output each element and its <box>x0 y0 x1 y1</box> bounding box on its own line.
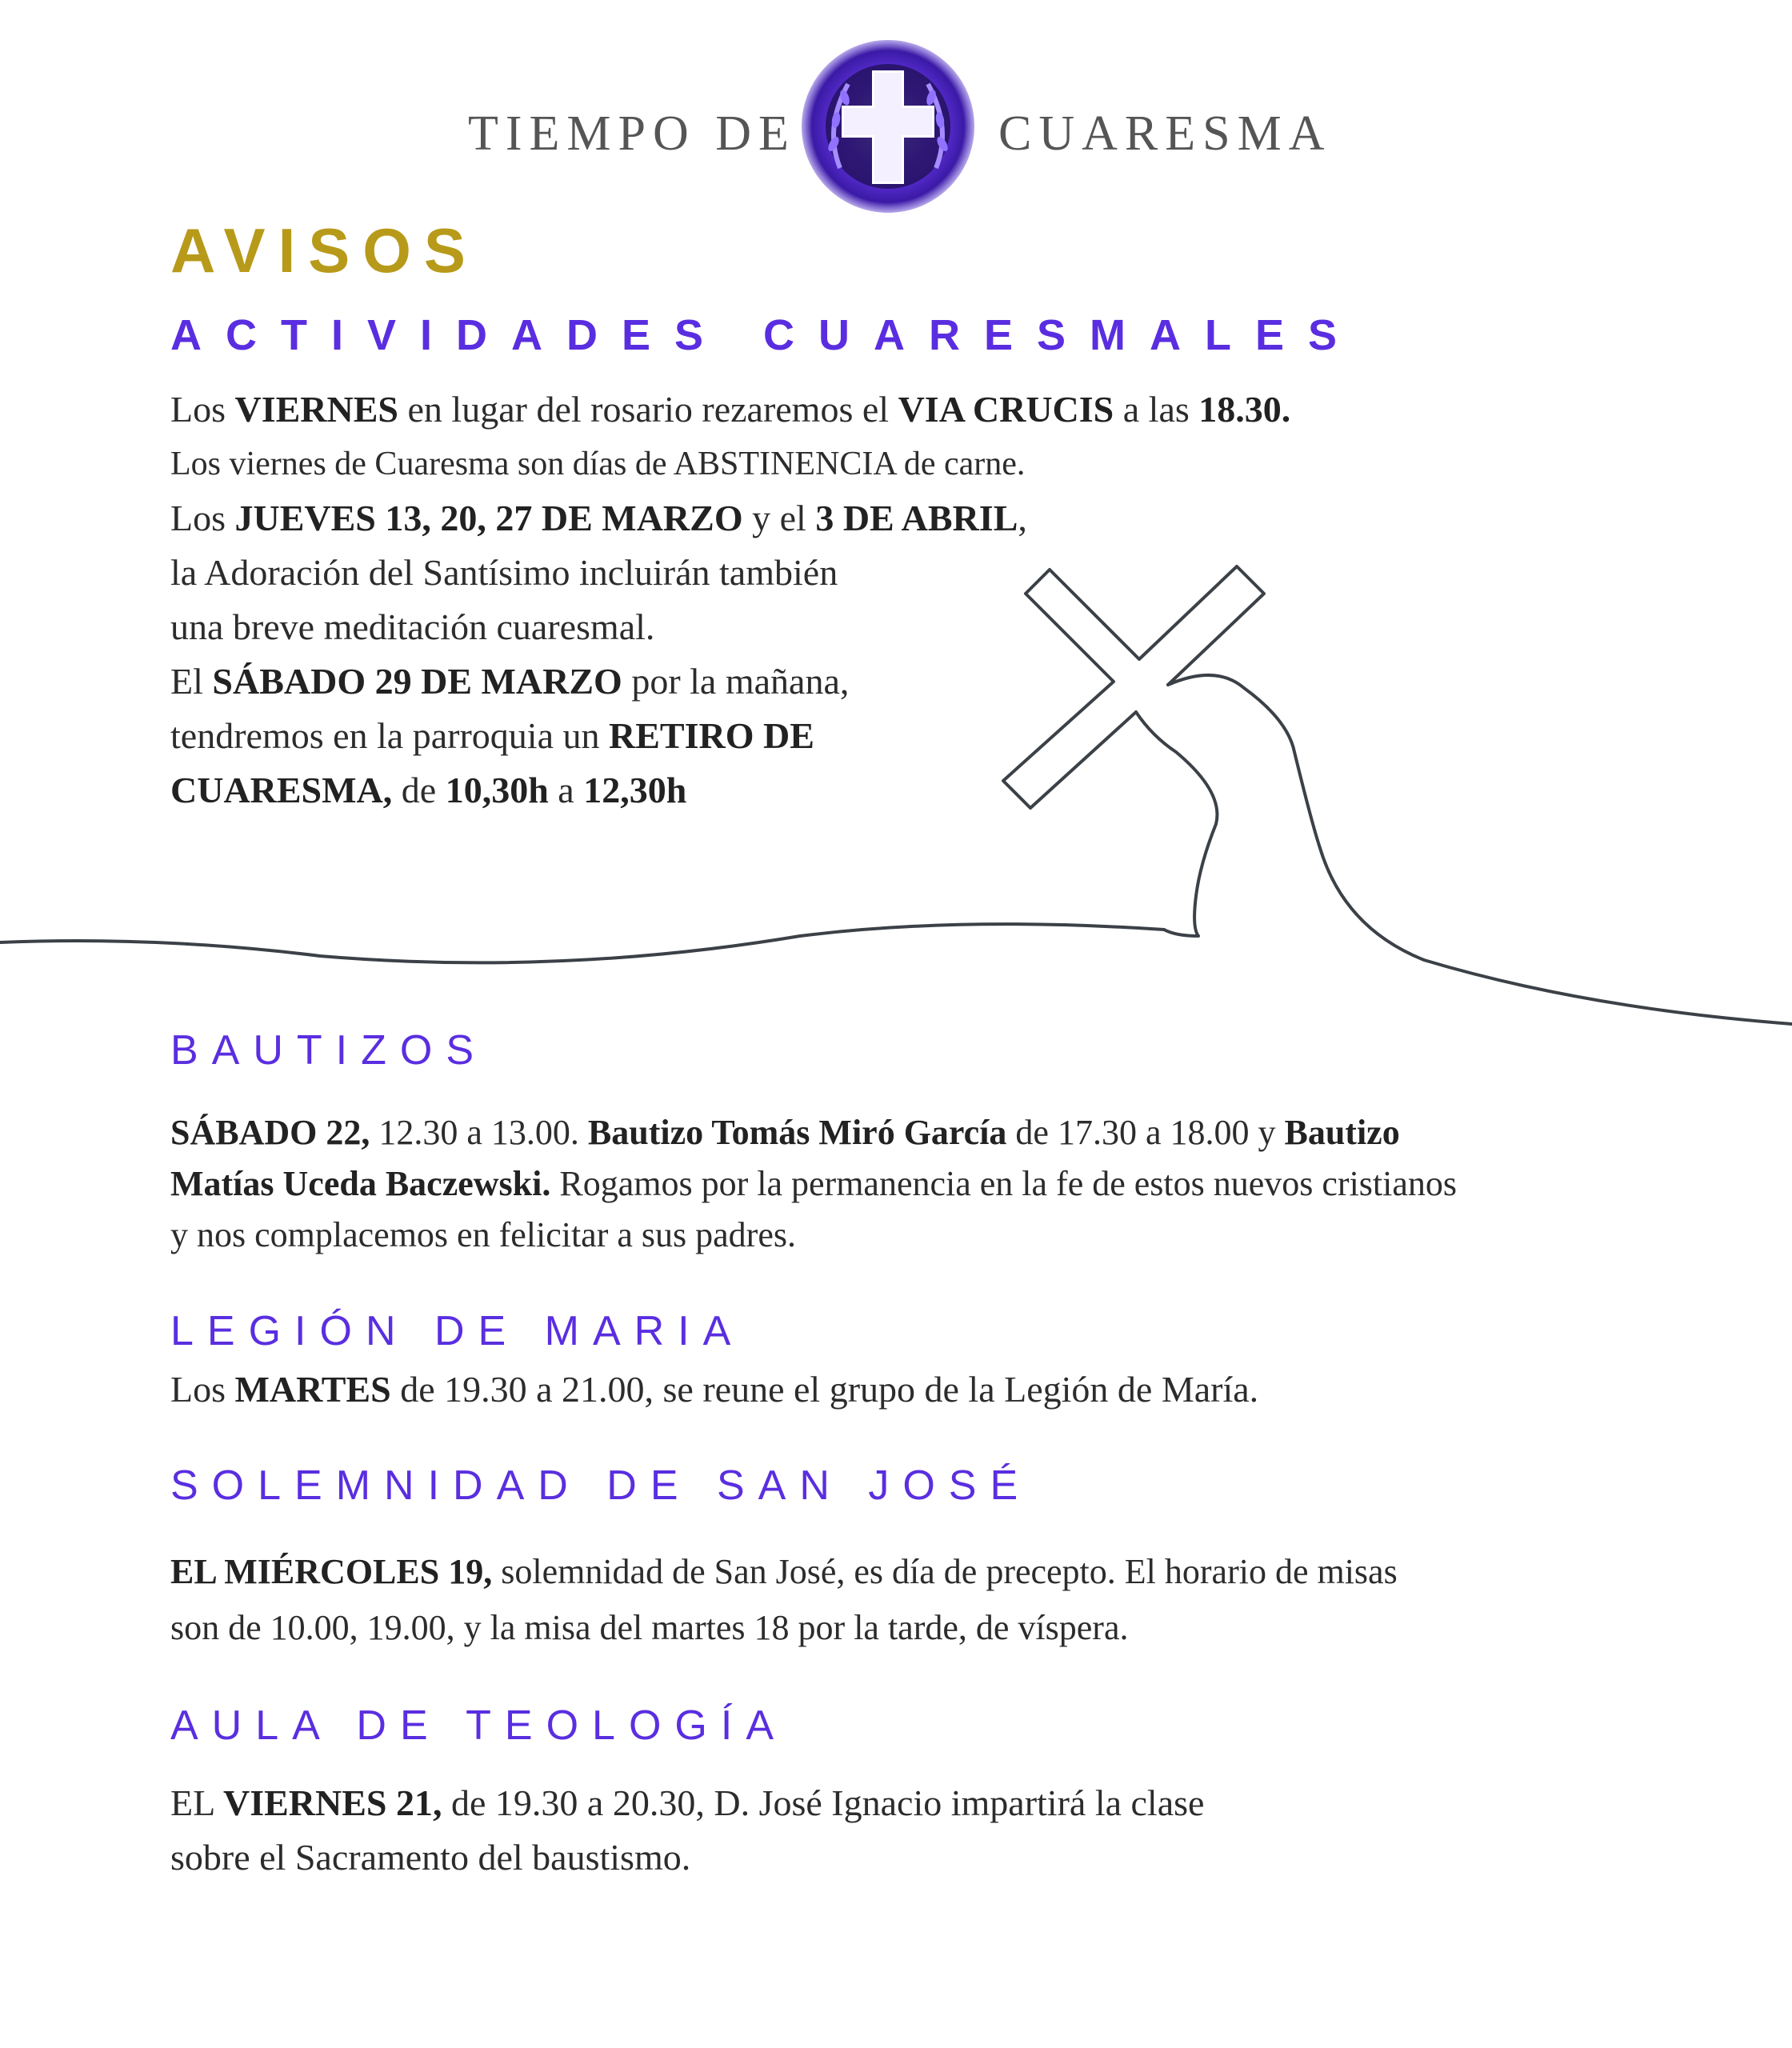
legion-text <box>170 1362 1258 1417</box>
bold-text: VIA CRUCIS <box>898 389 1114 430</box>
san-jose-line-2: son de 10.00, 19.00, y la misa del martes 18 por la tarde, de víspera. <box>170 1608 1129 1647</box>
text: a las <box>1114 389 1199 430</box>
bold-text: 10,30h <box>445 770 549 810</box>
bold-text: Matías Uceda Baczewski. <box>170 1164 551 1203</box>
text: de <box>392 770 446 810</box>
aula-line-1 <box>170 1776 1204 1830</box>
bold-text: JUEVES 13, 20, 27 DE MARZO <box>234 498 743 538</box>
legion-line-1 <box>170 1362 1258 1417</box>
actividades-line-5: una breve meditación cuaresmal. <box>170 606 655 647</box>
text: Rogamos por la permanencia en la fe de estos nuevos cristianos <box>550 1164 1458 1203</box>
text: Los <box>170 1369 235 1410</box>
bold-text: 3 DE ABRIL <box>815 498 1018 538</box>
section-heading-aula: AULA DE TEOLOGÍA <box>170 1702 788 1749</box>
aula-text <box>170 1776 1204 1885</box>
bold-text: SÁBADO 22, <box>170 1113 370 1152</box>
text: EL <box>170 1782 223 1823</box>
actividades-line-4: la Adoración del Santísimo incluirán también <box>170 552 838 593</box>
san-jose-line-1 <box>170 1544 1398 1600</box>
text: de 19.30 a 20.30, D. José Ignacio impartirá la clase <box>442 1782 1205 1823</box>
bold-text: VIERNES 21, <box>223 1782 442 1823</box>
bold-text: SÁBADO 29 DE MARZO <box>212 661 622 702</box>
text: , <box>1018 498 1027 538</box>
bautizos-line-3: y nos complacemos en felicitar a sus padres. <box>170 1215 796 1254</box>
text: de 17.30 a 18.00 y <box>1006 1113 1285 1152</box>
section-heading-bautizos: BAUTIZOS <box>170 1027 488 1074</box>
bautizos-line-1 <box>170 1107 1457 1158</box>
text: tendremos en la parroquia un <box>170 715 609 756</box>
section-heading-legion: LEGIÓN DE MARIA <box>170 1308 745 1354</box>
section-heading-san-jose: SOLEMNIDAD DE SAN JOSÉ <box>170 1462 1032 1509</box>
bold-text: RETIRO DE <box>608 715 814 756</box>
cross-carrying-line-art-icon <box>0 560 1792 1040</box>
text: por la mañana, <box>622 661 850 702</box>
actividades-line-2: Los viernes de Cuaresma son días de ABSTINENCIA de carne. <box>170 446 1026 482</box>
text: y el <box>742 498 816 538</box>
bold-text: EL MIÉRCOLES 19, <box>170 1552 493 1591</box>
section-heading-actividades: ACTIVIDADES CUARESMALES <box>170 311 1362 359</box>
bold-text: 18.30. <box>1198 389 1291 430</box>
text: a <box>548 770 584 810</box>
text: Los <box>170 389 235 430</box>
text: solemnidad de San José, es día de precepto. El horario de misas <box>492 1552 1398 1591</box>
bold-text: CUARESMA, <box>170 770 393 810</box>
actividades-line-3 <box>170 491 1290 546</box>
aula-line-2: sobre el Sacramento del baustismo. <box>170 1837 691 1878</box>
text: en lugar del rosario rezaremos el <box>398 389 898 430</box>
text: de 19.30 a 21.00, se reune el grupo de la Legión de María. <box>390 1369 1259 1410</box>
bold-text: MARTES <box>234 1369 391 1410</box>
actividades-line-1 <box>170 382 1290 437</box>
page-title: AVISOS <box>170 215 478 286</box>
bautizos-text <box>170 1107 1457 1261</box>
bold-text: Bautizo Tomás Miró García <box>587 1113 1007 1152</box>
bold-text: 12,30h <box>583 770 687 810</box>
bautizos-line-2 <box>170 1158 1457 1210</box>
san-jose-text <box>170 1544 1398 1656</box>
text: 12.30 a 13.00. <box>370 1113 588 1152</box>
header-cuaresma: CUARESMA <box>998 106 1332 161</box>
text: El <box>170 661 213 702</box>
header-tiempo-de: TIEMPO DE <box>468 106 796 161</box>
cross-emblem-icon <box>792 32 984 224</box>
bold-text: Bautizo <box>1284 1113 1400 1152</box>
bold-text: VIERNES <box>234 389 399 430</box>
text: Los <box>170 498 235 538</box>
